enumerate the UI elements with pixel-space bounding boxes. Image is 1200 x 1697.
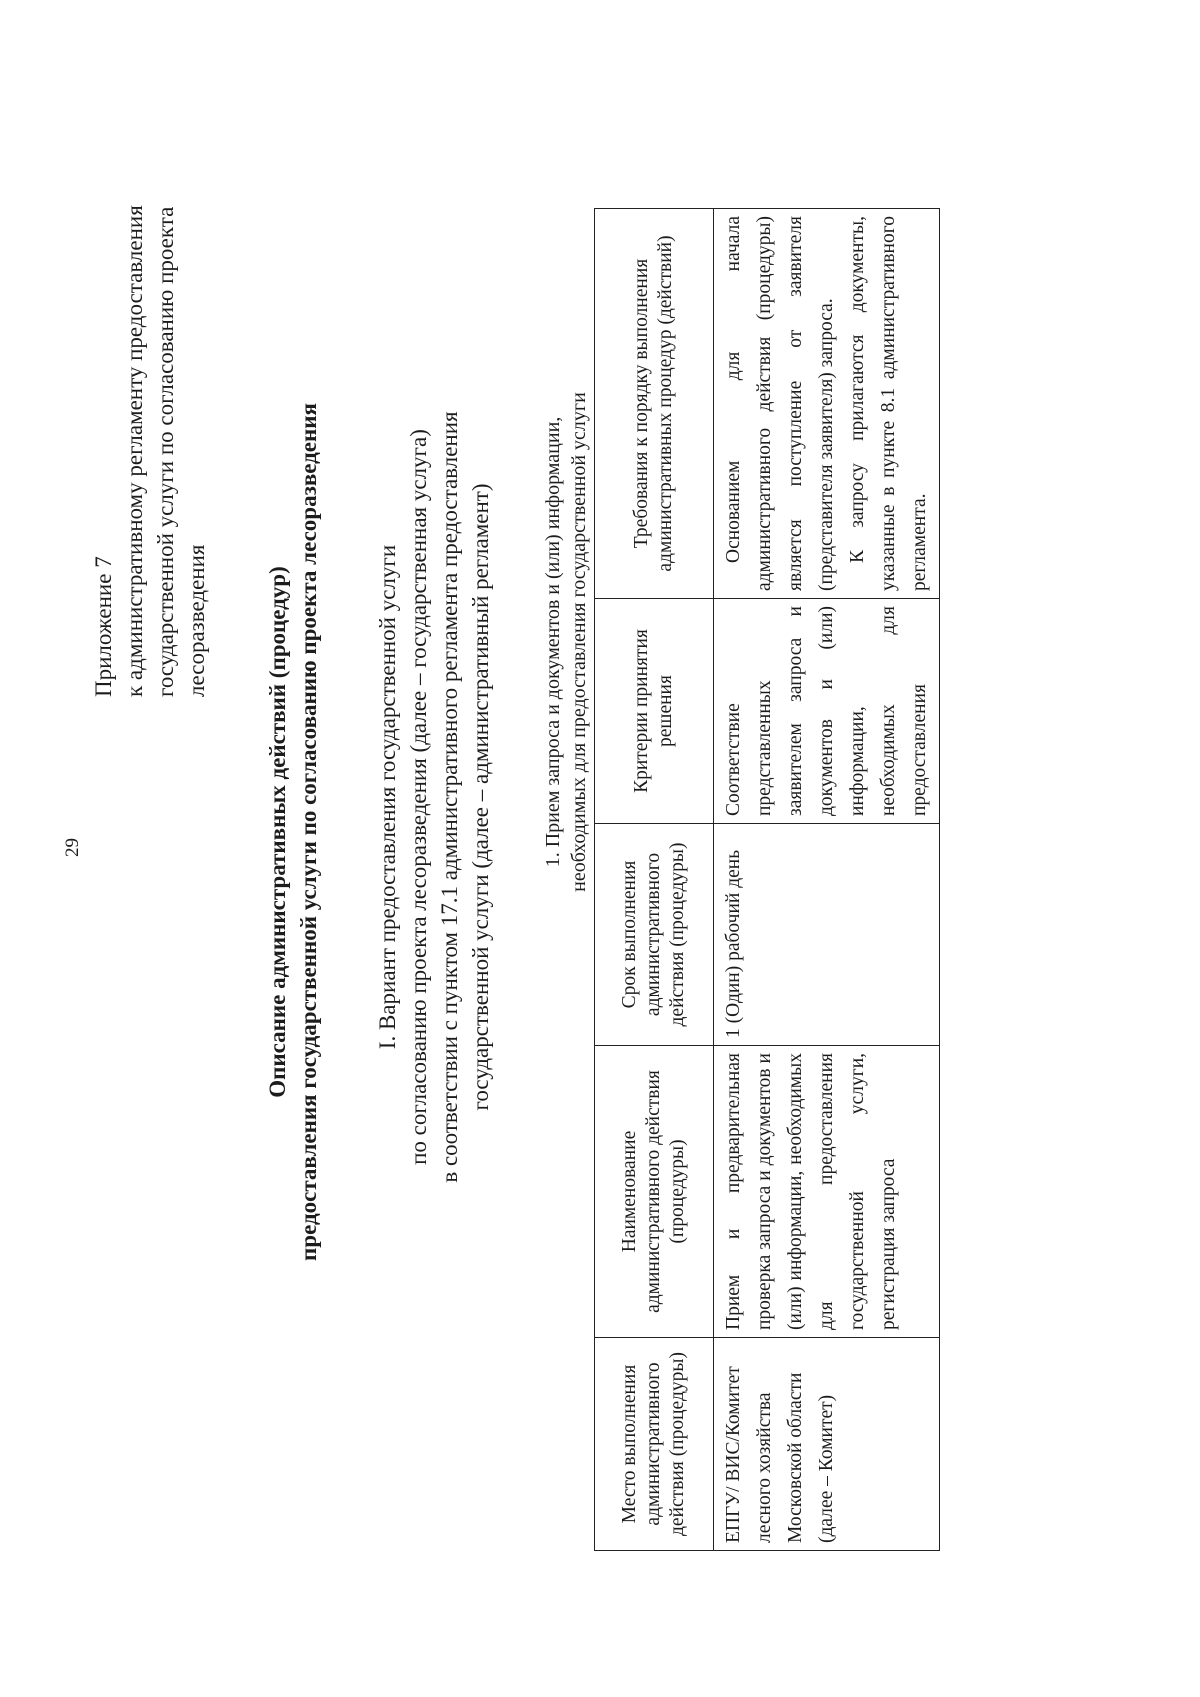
appendix-line: к административному регламенту предоставления <box>122 205 147 697</box>
variant-line: в соответствии с пунктом 17.1 административного регламента предоставления <box>437 411 462 1183</box>
cell-term: 1 (Один) рабочий день <box>714 824 940 1046</box>
header-place: Место выполнения административного действия (процедуры) <box>595 1338 714 1551</box>
cell-requirements <box>714 209 940 599</box>
table-row <box>714 209 940 1551</box>
document-title-line: Описание административных действий (процедур) <box>265 566 290 1098</box>
document-title-line: предоставления государственной услуги по согласованию проекта лесоразведения <box>296 403 321 1261</box>
requirements-paragraph: Основанием для начала административного действия (процедуры) является поступление от заявителя (представителя заявителя) запроса. <box>723 216 837 591</box>
appendix-title: Приложение 7 <box>91 556 116 697</box>
requirements-paragraph: К запросу прилагаются документы, указанные в пункте 8.1 административного регламента. <box>847 216 930 591</box>
header-requirements: Требования к порядку выполнения административных процедур (действий) <box>595 209 714 599</box>
cell-place: ЕПГУ/ ВИС/Комитет лесного хозяйства Московской области (далее – Комитет) <box>714 1338 940 1551</box>
section-heading <box>540 217 592 1067</box>
header-term: Срок выполнения административного действия (процедуры) <box>595 824 714 1046</box>
header-criteria: Критерии принятия решения <box>595 599 714 824</box>
section-heading-line: необходимых для предоставления государственной услуги <box>568 392 590 892</box>
appendix-line: государственной услуги по согласованию проекта <box>153 206 178 697</box>
variant-line: государственной услуги (далее – административный регламент) <box>468 483 493 1111</box>
page-number: 29 <box>62 838 83 857</box>
variant-description <box>372 107 496 1487</box>
section-heading-line: 1. Прием запроса и документов и (или) информации, <box>542 416 564 868</box>
variant-line: по согласованию проекта лесоразведения (далее – государственная услуга) <box>406 429 431 1165</box>
header-name: Наименование административного действия (процедуры) <box>595 1046 714 1338</box>
cell-criteria: Соответствие представленных заявителем запроса и документов и (или) информации, необходимых для предоставления <box>714 599 940 824</box>
cell-name: Прием и предварительная проверка запроса и документов и (или) информации, необходимых для предоставления государственной услуги, регистрация запроса <box>714 1046 940 1338</box>
table-header-row <box>595 209 714 1551</box>
appendix-block <box>88 205 212 697</box>
document-title <box>262 267 324 1397</box>
procedure-table <box>594 208 940 1551</box>
appendix-line: лесоразведения <box>184 544 209 697</box>
variant-line: I. Вариант предоставления государственной услуги <box>375 544 400 1050</box>
